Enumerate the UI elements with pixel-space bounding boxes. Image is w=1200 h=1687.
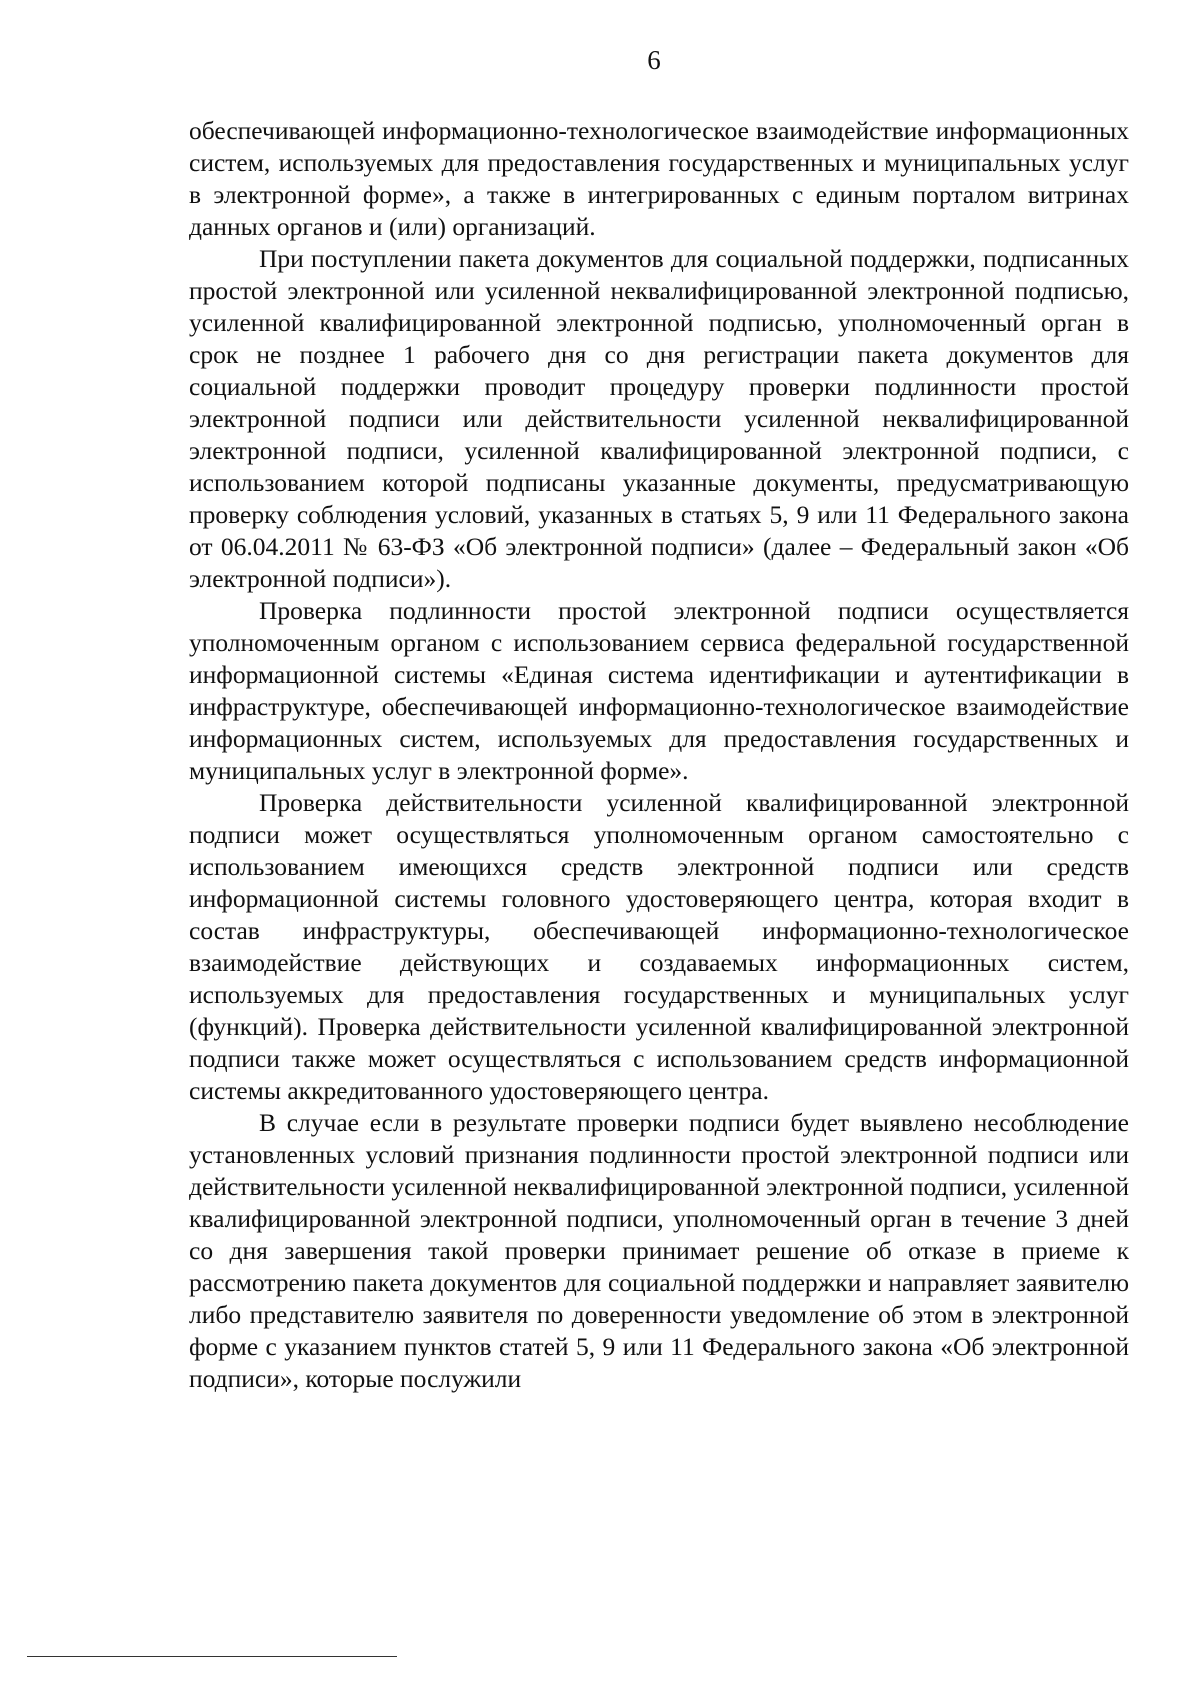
footnote-divider <box>27 1656 397 1657</box>
page-number: 6 <box>647 45 661 75</box>
paragraph-signature-receipt: При поступлении пакета документов для социальной поддержки, подписанных простой электронной или усиленной неквалифицированной электронной подписью, усиленной квалифицированной электронной подписью, уполномоченный орган в срок не позднее 1 рабочего дня со дня регистрации пакета документов для социальной поддержки проводит процедуру проверки подлинности простой электронной подписи или действительности усиленной неквалифицированной электронной подписи, усиленной квалифицированной электронной подписи, с использованием которой подписаны указанные документы, предусматривающую проверку соблюдения условий, указанных в статьях 5, 9 или 11 Федерального закона от 06.04.2011 № 63-ФЗ «Об электронной подписи» (далее – Федеральный закон «Об электронной подписи»). <box>189 244 1129 593</box>
paragraph-verification-failure: В случае если в результате проверки подписи будет выявлено несоблюдение установленных условий признания подлинности простой электронной подписи или действительности усиленной неквалифицированной электронной подписи, усиленной квалифицированной электронной подписи, уполномоченный орган в течение 3 дней со дня завершения такой проверки принимает решение об отказе в приеме к рассмотрению пакета документов для социальной поддержки и направляет заявителю либо представителю заявителя по доверенности уведомление об этом в электронной форме с указанием пунктов статей 5, 9 или 11 Федерального закона «Об электронной подписи», которые послужили <box>189 1108 1129 1393</box>
paragraph-qualified-signature-check: Проверка действительности усиленной квалифицированной электронной подписи может осуществляться уполномоченным органом самостоятельно с использованием имеющихся средств электронной подписи или средств информационной системы головного удостоверяющего центра, которая входит в состав инфраструктуры, обеспечивающей информационно-технологическое взаимодействие действующих и создаваемых информационных систем, используемых для предоставления государственных и муниципальных услуг (функций). Проверка действительности усиленной квалифицированной электронной подписи также может осуществляться с использованием средств информационной системы аккредитованного удостоверяющего центра. <box>189 788 1129 1105</box>
paragraph-continuation: обеспечивающей информационно-технологическое взаимодействие информационных систем, используемых для предоставления государственных и муниципальных услуг в электронной форме», а также в интегрированных с единым порталом витринах данных органов и (или) организаций. <box>189 116 1129 241</box>
paragraph-simple-signature-check: Проверка подлинности простой электронной подписи осуществляется уполномоченным органом с использованием сервиса федеральной государственной информационной системы «Единая система идентификации и аутентификации в инфраструктуре, обеспечивающей информационно-технологическое взаимодействие информационных систем, используемых для предоставления государственных и муниципальных услуг в электронной форме». <box>189 596 1129 785</box>
document-body <box>189 115 1129 1395</box>
